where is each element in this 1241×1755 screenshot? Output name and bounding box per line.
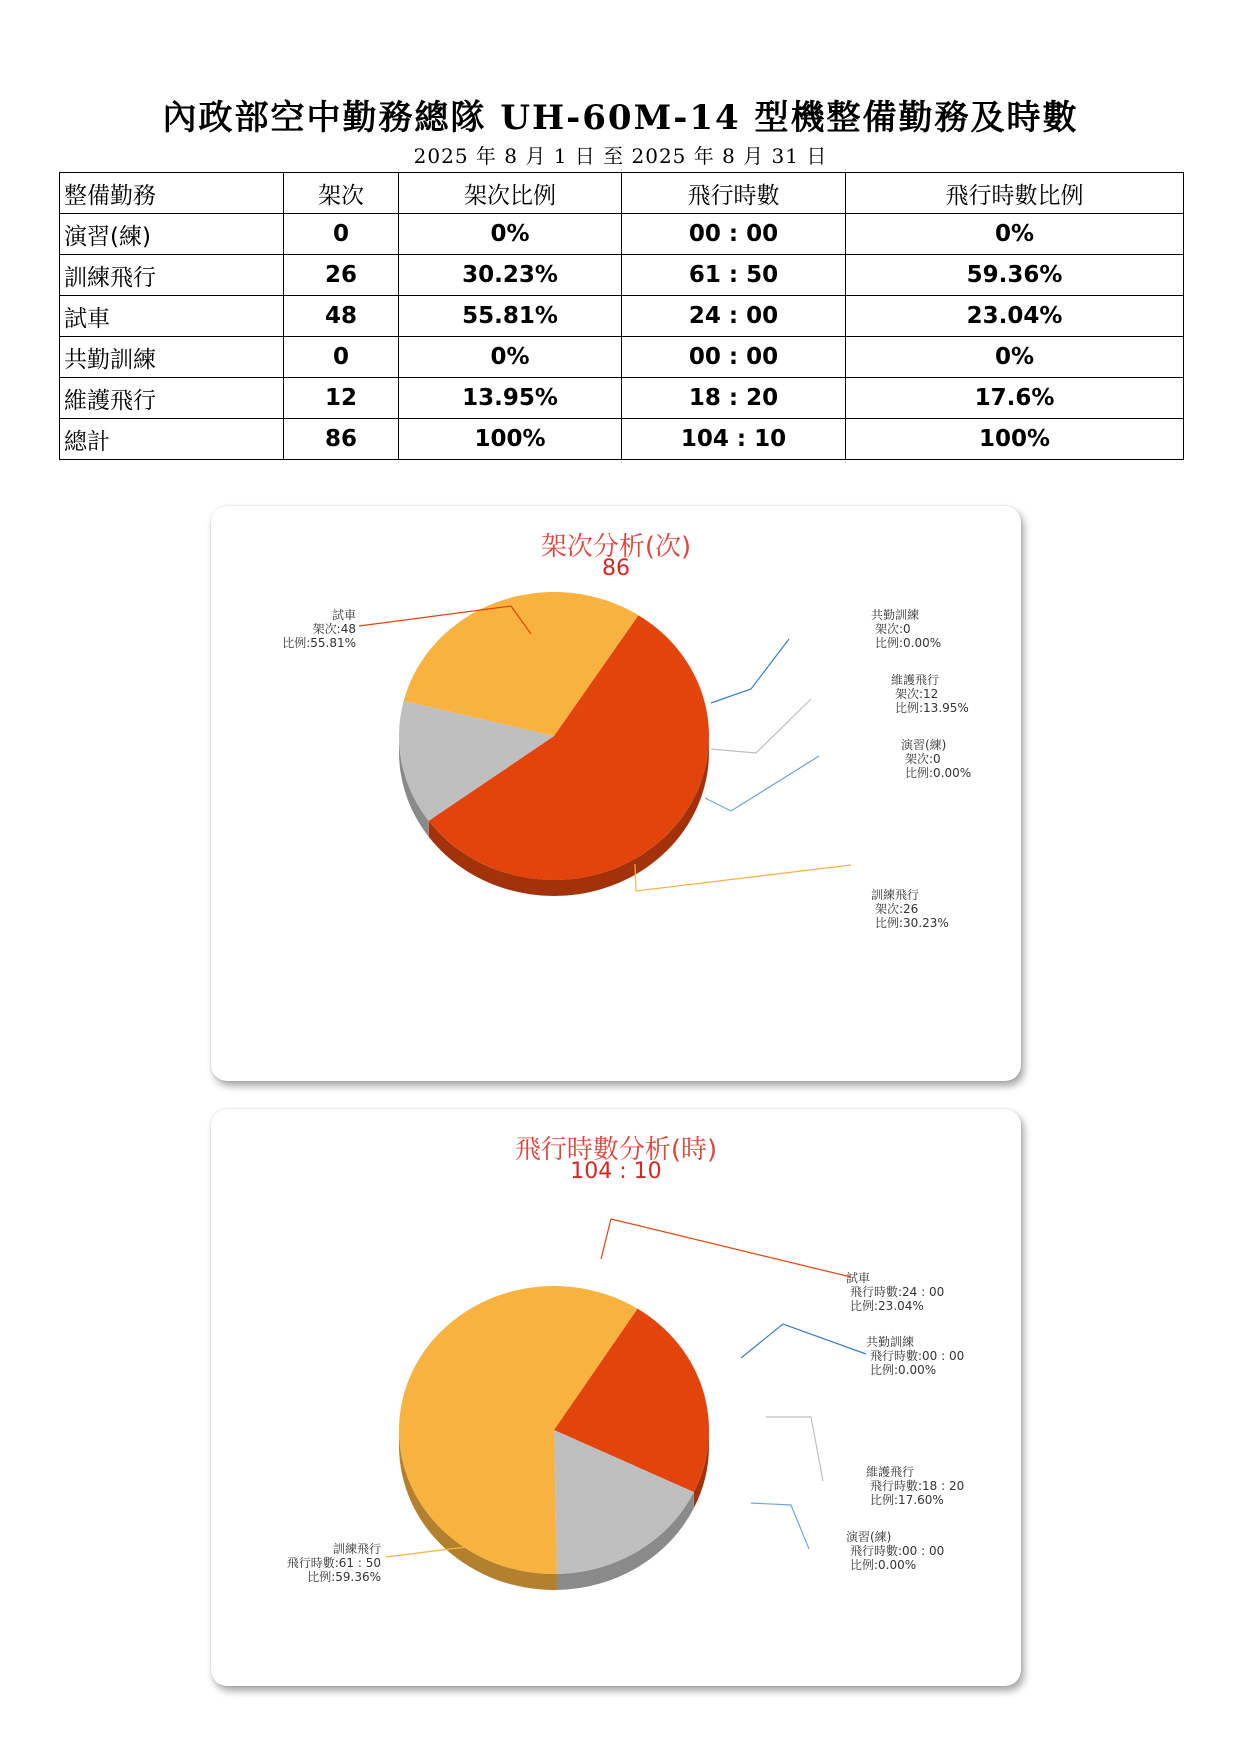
table-row xyxy=(60,337,1184,378)
cell-task: 共勤訓練 xyxy=(60,337,284,378)
cell-sorties: 26 xyxy=(284,255,399,296)
header-hours-ratio: 飛行時數比例 xyxy=(846,173,1184,214)
cell-sorties: 12 xyxy=(284,378,399,419)
hours-chart-total: 104 : 10 xyxy=(570,1159,662,1184)
leader-line-joint-training xyxy=(741,1324,866,1358)
hours-pie-chart xyxy=(211,1109,1021,1686)
table-row xyxy=(60,296,1184,337)
pie-label-test-run: 試車架次:48 比例:55.81% xyxy=(282,608,356,650)
pie-label-maintenance-flight: 維護飛行架次:12 比例:13.95% xyxy=(891,673,969,715)
cell-sortie-ratio: 100% xyxy=(399,419,622,460)
table-row xyxy=(60,214,1184,255)
cell-sorties: 48 xyxy=(284,296,399,337)
cell-hours-ratio: 100% xyxy=(846,419,1184,460)
cell-sortie-ratio: 0% xyxy=(399,337,622,378)
cell-sortie-ratio: 0% xyxy=(399,214,622,255)
leader-line-training-flight xyxy=(635,864,851,891)
table-header-row xyxy=(60,173,1184,214)
cell-task: 演習(練) xyxy=(60,214,284,255)
cell-flight-hours: 61 : 50 xyxy=(622,255,846,296)
leader-line-exercise xyxy=(705,756,819,811)
cell-sortie-ratio: 55.81% xyxy=(399,296,622,337)
pie-label-exercise: 演習(練)架次:0 比例:0.00% xyxy=(901,738,972,780)
cell-flight-hours: 104 : 10 xyxy=(622,419,846,460)
summary-table xyxy=(59,172,1184,460)
cell-sortie-ratio: 30.23% xyxy=(399,255,622,296)
cell-task: 訓練飛行 xyxy=(60,255,284,296)
hours-chart-panel xyxy=(211,1109,1021,1686)
cell-flight-hours: 00 : 00 xyxy=(622,214,846,255)
leader-line-maintenance-flight xyxy=(766,1417,823,1481)
pie-slices xyxy=(399,1286,709,1574)
header-sortie-ratio: 架次比例 xyxy=(399,173,622,214)
cell-sortie-ratio: 13.95% xyxy=(399,378,622,419)
pie-label-maintenance-flight: 維護飛行飛行時數:18 : 20 比例:17.60% xyxy=(866,1465,965,1507)
pie-label-joint-training: 共勤訓練架次:0 比例:0.00% xyxy=(871,608,942,650)
sortie-chart-total: 86 xyxy=(602,556,630,581)
cell-hours-ratio: 0% xyxy=(846,214,1184,255)
table-row xyxy=(60,255,1184,296)
leader-line-joint-training xyxy=(711,639,789,703)
leader-line-test-run xyxy=(601,1219,851,1277)
cell-task: 試車 xyxy=(60,296,284,337)
leader-line-maintenance-flight xyxy=(711,699,811,753)
cell-flight-hours: 18 : 20 xyxy=(622,378,846,419)
hours-chart-title: 飛行時數分析(時) xyxy=(514,1135,718,1165)
pie-label-test-run: 試車飛行時數:24 : 00 比例:23.04% xyxy=(846,1271,945,1313)
header-task: 整備勤務 xyxy=(60,173,284,214)
table-row xyxy=(60,419,1184,460)
cell-sorties: 86 xyxy=(284,419,399,460)
pie-label-joint-training: 共勤訓練飛行時數:00 : 00 比例:0.00% xyxy=(866,1335,965,1377)
date-range: 2025 年 8 月 1 日 至 2025 年 8 月 31 日 xyxy=(413,144,828,168)
sortie-chart-panel xyxy=(211,506,1021,1081)
cell-flight-hours: 24 : 00 xyxy=(622,296,846,337)
header-sorties: 架次 xyxy=(284,173,399,214)
cell-task: 總計 xyxy=(60,419,284,460)
pie-slices xyxy=(399,592,709,880)
cell-flight-hours: 00 : 00 xyxy=(622,337,846,378)
pie-label-training-flight: 訓練飛行架次:26 比例:30.23% xyxy=(871,888,949,930)
cell-hours-ratio: 0% xyxy=(846,337,1184,378)
cell-sorties: 0 xyxy=(284,214,399,255)
cell-hours-ratio: 23.04% xyxy=(846,296,1184,337)
pie-label-exercise: 演習(練)飛行時數:00 : 00 比例:0.00% xyxy=(846,1530,945,1572)
leader-line-exercise xyxy=(751,1503,809,1549)
sortie-pie-chart xyxy=(211,506,1021,1081)
cell-task: 維護飛行 xyxy=(60,378,284,419)
cell-sorties: 0 xyxy=(284,337,399,378)
sortie-chart-title: 架次分析(次) xyxy=(540,532,692,562)
header-flight-hours: 飛行時數 xyxy=(622,173,846,214)
document-title: 內政部空中勤務總隊 UH-60M-14 型機整備勤務及時數 xyxy=(162,98,1079,138)
pie-label-training-flight: 訓練飛行飛行時數:61 : 50 比例:59.36% xyxy=(286,1542,381,1584)
cell-hours-ratio: 59.36% xyxy=(846,255,1184,296)
table-row xyxy=(60,378,1184,419)
cell-hours-ratio: 17.6% xyxy=(846,378,1184,419)
